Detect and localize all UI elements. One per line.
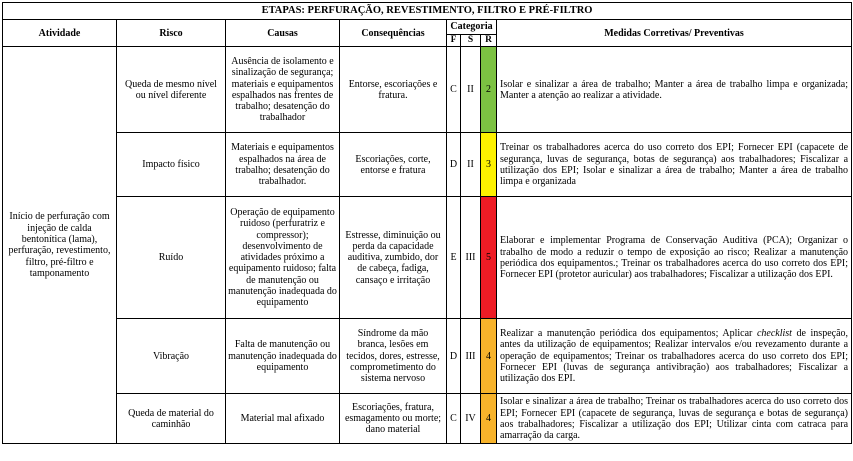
risco-cell: Ruído <box>117 197 226 319</box>
risk-level-cell: 2 <box>481 47 497 133</box>
header-s: S <box>461 35 481 47</box>
header-medidas: Medidas Corretivas/ Preventivas <box>497 20 852 47</box>
table-row <box>3 133 852 197</box>
consequencias-cell: Entorse, escoriações e fratura. <box>340 47 447 133</box>
medidas-cell: Elaborar e implementar Programa de Conservação Auditiva (PCA); Organizar o trabalho de modo a reduzir o tempo de exposição ao risco; Realizar a manutenção periódica dos equipamentos.; Treinar os trabalhadores acerca do uso correto dos EPI; Fornecer EPI (protetor auricular) aos trabalhadores; Fiscalizar a utilização dos EPI. <box>497 197 852 319</box>
frequencia-cell: D <box>447 133 461 197</box>
risk-table <box>2 2 852 444</box>
table-row <box>3 319 852 394</box>
causas-cell: Ausência de isolamento e sinalização de segurança; materiais e equipamentos espalhados nas frentes de trabalho; desatenção do trabalhador <box>226 47 340 133</box>
causas-cell: Material mal afixado <box>226 394 340 444</box>
causas-cell: Operação de equipamento ruidoso (perfuratriz e compressor); desenvolvimento de atividades próximo a equipamento ruidoso; falta de manutenção ou manutenção inadequada do equipamento <box>226 197 340 319</box>
table-row <box>3 394 852 444</box>
risk-level-cell: 5 <box>481 197 497 319</box>
severidade-cell: IV <box>461 394 481 444</box>
frequencia-cell: E <box>447 197 461 319</box>
header-consequencias: Consequências <box>340 20 447 47</box>
header-f: F <box>447 35 461 47</box>
medidas-cell <box>497 319 852 394</box>
risco-cell: Queda de mesmo nível ou nível diferente <box>117 47 226 133</box>
header-causas: Causas <box>226 20 340 47</box>
header-risco: Risco <box>117 20 226 47</box>
consequencias-cell: Síndrome da mão branca, lesões em tecidos, dores, estresse, comprometimento do sistema nervoso <box>340 319 447 394</box>
consequencias-cell: Escoriações, fratura, esmagamento ou morte; dano material <box>340 394 447 444</box>
risk-level-cell: 3 <box>481 133 497 197</box>
severidade-cell: II <box>461 133 481 197</box>
frequencia-cell: C <box>447 47 461 133</box>
causas-cell: Materiais e equipamentos espalhados na área de trabalho; desatenção do trabalhador. <box>226 133 340 197</box>
medidas-cell: Isolar e sinalizar a área de trabalho; Treinar os trabalhadores acerca do uso correto dos EPI; Fornecer EPI (capacete de segurança, luvas de segurança e botas de segurança) aos trabalhadores; Fiscalizar a utilização dos EPI; Utilizar cinta com catraca para amarração da carga. <box>497 394 852 444</box>
risco-cell: Impacto físico <box>117 133 226 197</box>
severidade-cell: III <box>461 319 481 394</box>
header-categoria: Categoria <box>447 20 497 35</box>
header-atividade: Atividade <box>3 20 117 47</box>
frequencia-cell: C <box>447 394 461 444</box>
table-row <box>3 47 852 133</box>
medidas-checklist-term: checklist <box>756 328 792 340</box>
consequencias-cell: Escoriações, corte, entorse e fratura <box>340 133 447 197</box>
causas-cell: Falta de manutenção ou manutenção inadequada do equipamento <box>226 319 340 394</box>
header-r: R <box>481 35 497 47</box>
severidade-cell: III <box>461 197 481 319</box>
table-title: ETAPAS: PERFURAÇÃO, REVESTIMENTO, FILTRO E PRÉ-FILTRO <box>3 3 852 20</box>
severidade-cell: II <box>461 47 481 133</box>
medidas-cell: Treinar os trabalhadores acerca do uso correto dos EPI; Fornecer EPI (capacete de segurança, luvas de segurança, botas de segurança) aos trabalhadores; Fiscalizar a utilização dos EPI; Isolar e sinalizar a área de trabalho; Manter a área de trabalho limpa e organizada <box>497 133 852 197</box>
medidas-text-start: Realizar a manutenção periódica dos equipamentos; Aplicar <box>500 328 757 340</box>
consequencias-cell: Estresse, diminuição ou perda da capacidade auditiva, zumbido, dor de cabeça, fadiga, cansaço e irritação <box>340 197 447 319</box>
table-row <box>3 197 852 319</box>
risk-level-cell: 4 <box>481 319 497 394</box>
frequencia-cell: D <box>447 319 461 394</box>
atividade-cell: Início de perfuração com injeção de calda bentonítica (lama), perfuração, revestimento, filtro, pré-filtro e tamponamento <box>3 47 117 444</box>
medidas-text-end: de inspeção, antes da utilização de equipamentos; Realizar intervalos e/ou revezamento durante a operação de equipamentos; Treinar os trabalhadores acerca do uso correto dos EPI; Fornecer EPI (luvas de segurança antivibração) aos trabalhadores; Fiscalizar a utilização dos EPI. <box>500 328 849 385</box>
risco-cell: Vibração <box>117 319 226 394</box>
risco-cell: Queda de material do caminhão <box>117 394 226 444</box>
medidas-cell: Isolar e sinalizar a área de trabalho; Manter a área de trabalho limpa e organizada; Manter a atenção ao realizar a atividade. <box>497 47 852 133</box>
risk-level-cell: 4 <box>481 394 497 444</box>
